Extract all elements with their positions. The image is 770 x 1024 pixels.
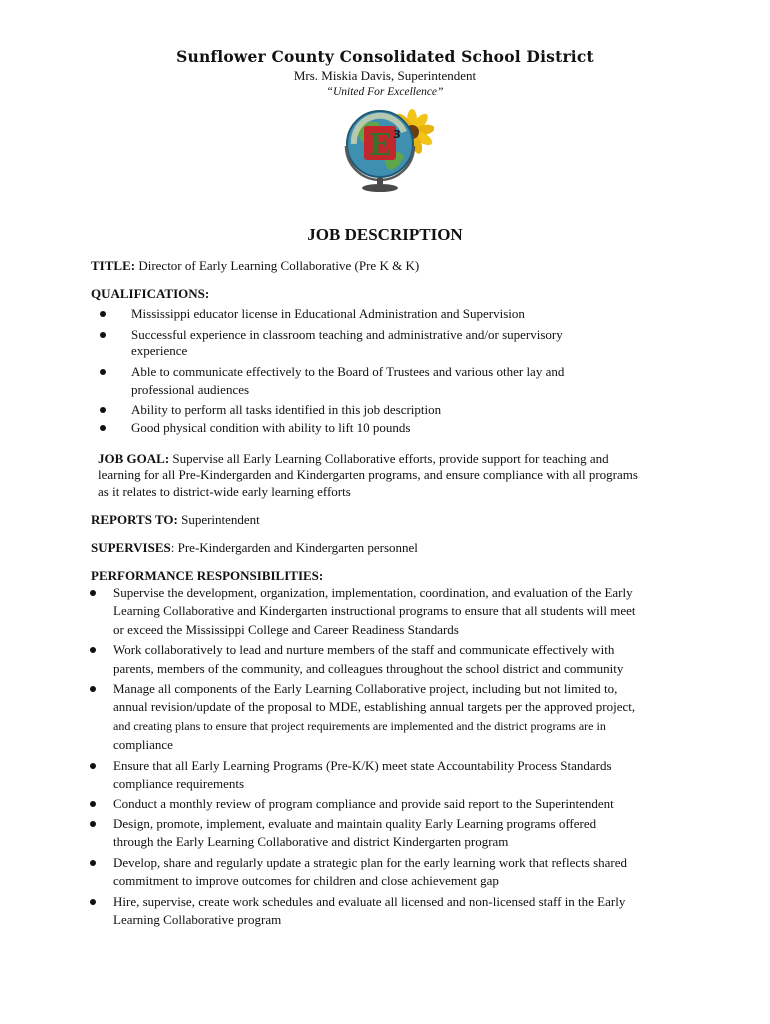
responsibility-7-line-2: commitment to improve outcomes for children and close achievement gap xyxy=(113,873,499,888)
bullet-icon xyxy=(90,821,96,827)
title-row xyxy=(91,257,419,275)
bullet-icon xyxy=(100,311,106,317)
bullet-icon xyxy=(90,899,96,905)
superintendent-line: Mrs. Miskia Davis, Superintendent xyxy=(293,68,477,83)
responsibility-8-line-2: Learning Collaborative program xyxy=(113,912,282,927)
supervises-label: SUPERVISES xyxy=(91,540,171,555)
qualification-item-2-line-1: Successful experience in classroom teaching and administrative and/or supervisory xyxy=(131,327,563,342)
qualification-item-2-line-2: experience xyxy=(131,343,188,358)
job-goal-line-2: learning for all Pre-Kindergarden and Kindergarten programs, and ensure compliance with all programs xyxy=(98,467,638,482)
reports-to-label: REPORTS TO: xyxy=(91,512,178,527)
job-goal-label: JOB GOAL: xyxy=(98,451,170,466)
bullet-icon xyxy=(90,763,96,769)
bullet-icon xyxy=(90,590,96,596)
responsibility-6-line-2: through the Early Learning Collaborative and district Kindergarten program xyxy=(113,834,509,849)
performance-heading: PERFORMANCE RESPONSIBILITIES: xyxy=(91,568,324,583)
logo-superscript: 3 xyxy=(393,128,401,141)
title-value: Director of Early Learning Collaborative (Pre K & K) xyxy=(135,258,420,273)
bullet-icon xyxy=(100,369,106,375)
job-goal-text-1: Supervise all Early Learning Collaborative efforts, provide support for teaching and xyxy=(169,451,609,466)
qualification-item-3-line-2: professional audiences xyxy=(131,382,250,397)
responsibility-1-line-1: Supervise the development, organization, implementation, coordination, and evaluation of the Early xyxy=(113,585,633,600)
bullet-icon xyxy=(90,860,96,866)
bullet-icon xyxy=(100,332,106,338)
job-goal-line-3: as it relates to district-wide early learning efforts xyxy=(98,484,351,499)
responsibility-2-line-1: Work collaboratively to lead and nurture members of the staff and communicate effectively with xyxy=(113,642,615,657)
responsibility-1-line-3: or exceed the Mississippi College and Career Readiness Standards xyxy=(113,622,459,637)
reports-to-value: Superintendent xyxy=(177,512,260,527)
responsibility-3-line-1: Manage all components of the Early Learning Collaborative project, including but not limited to, xyxy=(113,681,618,696)
responsibility-7-line-1: Develop, share and regularly update a strategic plan for the early learning work that reflects shared xyxy=(113,855,628,870)
qualification-item-5-line-1: Good physical condition with ability to lift 10 pounds xyxy=(131,420,411,435)
responsibility-4-line-1: Ensure that all Early Learning Programs (Pre-K/K) meet state Accountability Process Standards xyxy=(113,758,612,773)
district-name: Sunflower County Consolidated School District xyxy=(176,47,594,66)
supervises-row xyxy=(91,539,418,557)
responsibility-6-line-1: Design, promote, implement, evaluate and maintain quality Early Learning programs offered xyxy=(113,816,597,831)
qualifications-heading: QUALIFICATIONS: xyxy=(91,286,210,301)
responsibility-3-line-3: and creating plans to ensure that project requirements are implemented and the district programs are in xyxy=(113,719,606,733)
title-label: TITLE: xyxy=(91,258,136,273)
responsibility-1-line-2: Learning Collaborative and Kindergarten instructional programs to ensure that all students will meet xyxy=(113,603,636,618)
bullet-icon xyxy=(90,686,96,692)
bullet-icon xyxy=(100,425,106,431)
qualification-item-3-line-1: Able to communicate effectively to the Board of Trustees and various other lay and xyxy=(131,364,565,379)
qualification-item-1-line-1: Mississippi educator license in Educational Administration and Supervision xyxy=(131,306,525,321)
document-heading: JOB DESCRIPTION xyxy=(307,225,463,244)
responsibility-8-line-1: Hire, supervise, create work schedules and evaluate all licensed and non-licensed staff in the Early xyxy=(113,894,626,909)
district-logo-globe xyxy=(334,102,434,194)
responsibility-3-line-2: annual revision/update of the proposal to MDE, establishing annual targets per the approved project, xyxy=(113,699,636,714)
qualification-item-4-line-1: Ability to perform all tasks identified in this job description xyxy=(131,402,442,417)
logo-letter: E xyxy=(368,128,392,163)
responsibility-5-line-1: Conduct a monthly review of program compliance and provide said report to the Superintendent xyxy=(113,796,614,811)
district-motto: “United For Excellence” xyxy=(326,86,444,98)
bullet-icon xyxy=(90,801,96,807)
supervises-value: : Pre-Kindergarden and Kindergarten personnel xyxy=(170,540,418,555)
bullet-icon xyxy=(90,647,96,653)
bullet-icon xyxy=(100,407,106,413)
responsibility-3-line-4: compliance xyxy=(113,737,173,752)
responsibility-2-line-2: parents, members of the community, and colleagues throughout the school district and community xyxy=(113,661,624,676)
reports-to-row xyxy=(91,511,260,529)
responsibility-4-line-2: compliance requirements xyxy=(113,776,245,791)
